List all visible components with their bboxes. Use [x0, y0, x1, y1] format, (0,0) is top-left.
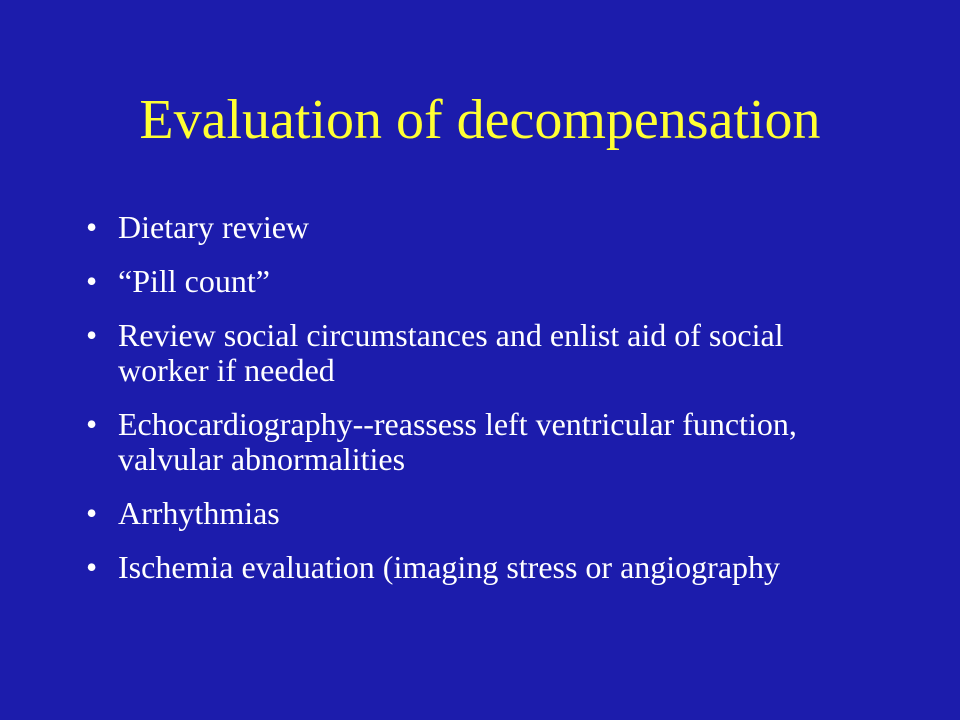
list-item: [86, 264, 826, 299]
bullet-icon: •: [86, 263, 98, 299]
slide-title: Evaluation of decompensation: [139, 89, 821, 151]
bullet-text: Ischemia evaluation (imaging stress or angiography: [118, 549, 781, 585]
list-item: [86, 496, 826, 531]
list-item: [86, 318, 826, 388]
bullet-icon: •: [86, 549, 98, 585]
bullet-icon: •: [86, 209, 98, 245]
list-item: [86, 210, 826, 245]
bullet-text: Review social circumstances and enlist aid of social worker if needed: [118, 317, 784, 388]
list-item: [86, 407, 826, 477]
bullet-text: Echocardiography--reassess left ventricular function, valvular abnormalities: [118, 406, 797, 477]
bullet-icon: •: [86, 495, 98, 531]
bullet-list: [86, 210, 826, 604]
bullet-icon: •: [86, 406, 98, 442]
bullet-icon: •: [86, 317, 98, 353]
bullet-text: Arrhythmias: [118, 495, 280, 531]
bullet-text: Dietary review: [118, 209, 310, 245]
list-item: [86, 550, 826, 585]
bullet-text: “Pill count”: [118, 263, 270, 299]
